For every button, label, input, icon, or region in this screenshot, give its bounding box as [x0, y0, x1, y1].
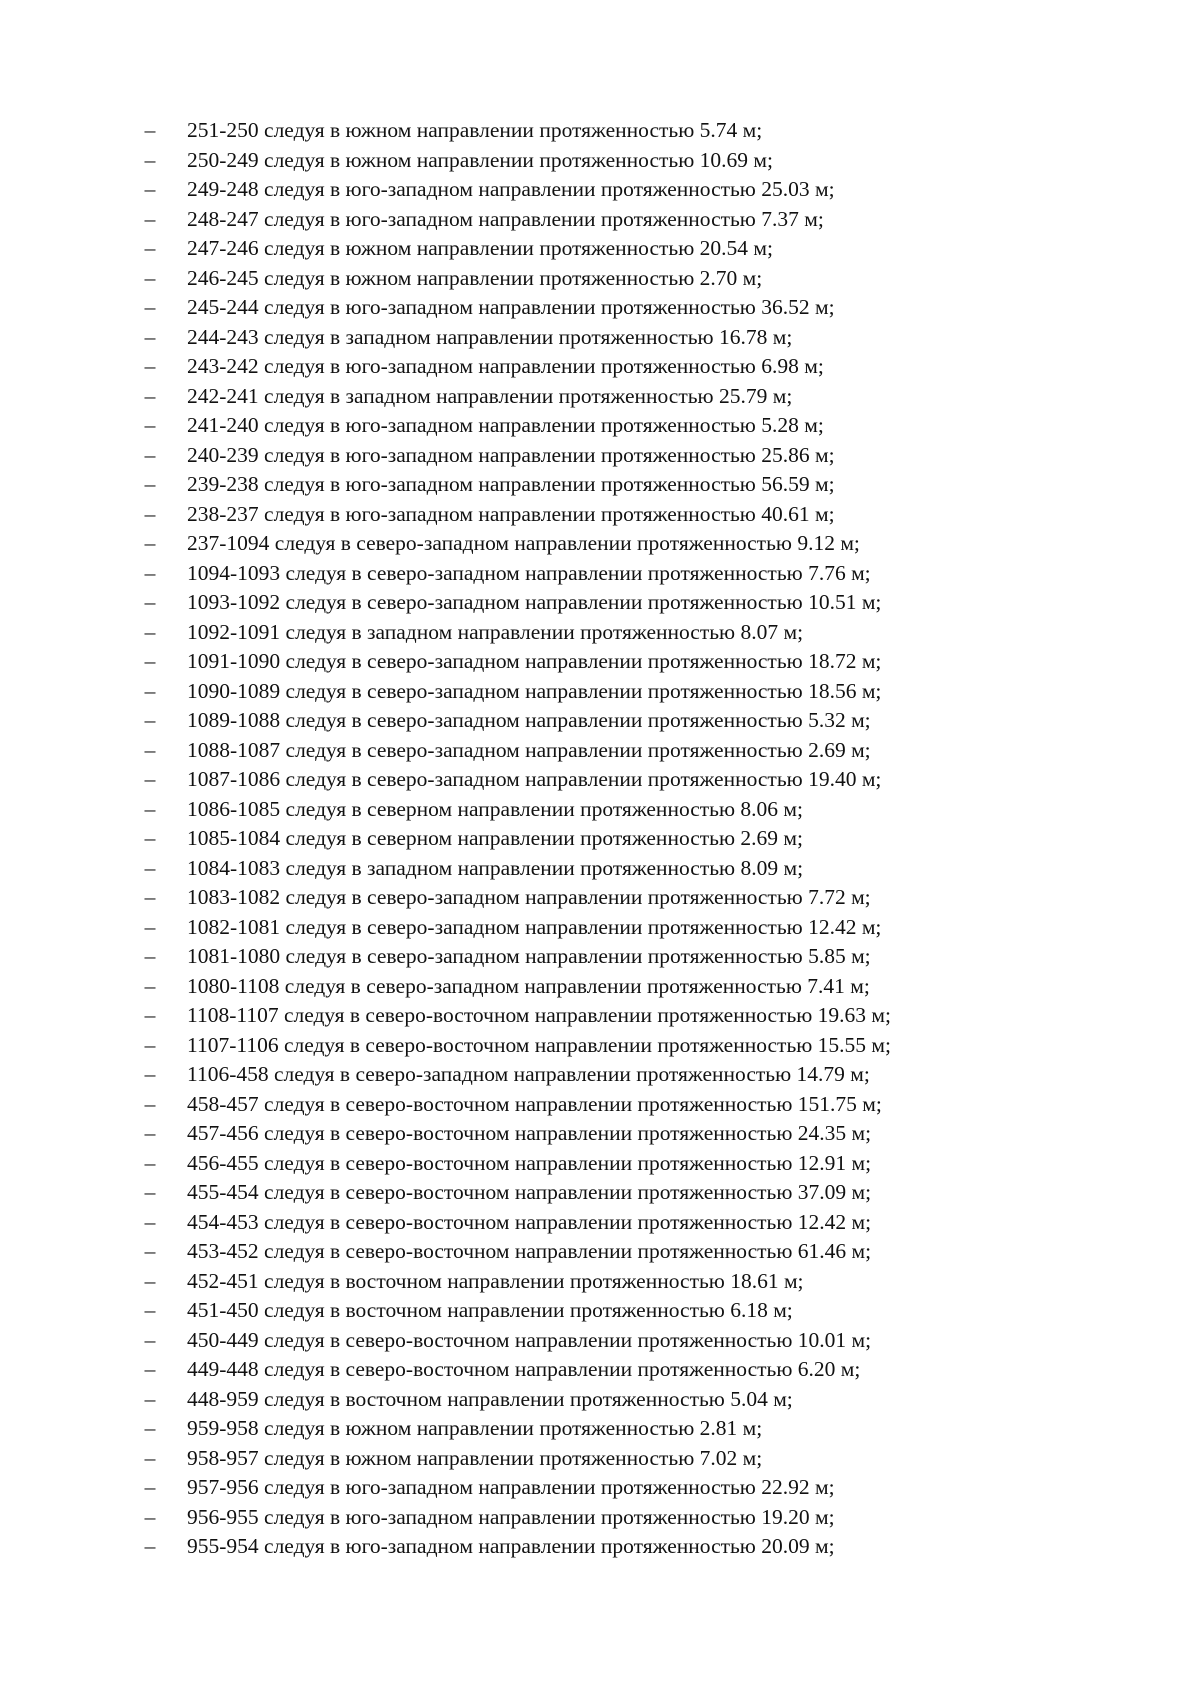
segment-text: 1093-1092 следуя в северо-западном направлении протяженностью 10.51 м; — [187, 590, 882, 614]
dash-bullet: – — [144, 1239, 156, 1263]
segment-text: 1092-1091 следуя в западном направлении протяженностью 8.07 м; — [187, 619, 804, 644]
list-item — [140, 411, 891, 441]
dash-bullet: – — [144, 1445, 156, 1470]
segment-text: 455-454 следуя в северо-восточном направлении протяженностью 37.09 м; — [187, 1180, 872, 1204]
list-item — [140, 1444, 891, 1474]
list-item — [140, 1414, 891, 1444]
dash-bullet: – — [144, 737, 156, 762]
list-item — [140, 913, 891, 943]
list-item — [140, 824, 891, 854]
segment-text: 1086-1085 следуя в северном направлении протяженностью 8.06 м; — [187, 796, 803, 821]
list-item — [140, 1237, 891, 1267]
list-item — [140, 1060, 891, 1090]
list-item — [140, 588, 891, 618]
list-item — [140, 470, 891, 500]
dash-bullet: – — [144, 619, 156, 644]
list-item — [140, 1385, 891, 1415]
dash-bullet: – — [144, 1327, 156, 1352]
segment-text: 957-956 следуя в юго-западном направлении протяженностью 22.92 м; — [187, 1475, 835, 1499]
segment-text: 248-247 следуя в юго-западном направлении протяженностью 7.37 м; — [187, 206, 824, 231]
list-item — [140, 618, 891, 648]
list-item — [140, 323, 891, 353]
dash-bullet: – — [144, 1180, 156, 1204]
dash-bullet: – — [144, 1209, 156, 1234]
dash-bullet: – — [144, 236, 156, 260]
dash-bullet: – — [144, 649, 156, 673]
dash-bullet: – — [144, 324, 156, 349]
dash-bullet: – — [144, 177, 156, 201]
segment-text: 454-453 следуя в северо-восточном направлении протяженностью 12.42 м; — [187, 1209, 872, 1234]
segment-text: 245-244 следуя в юго-западном направлении протяженностью 36.52 м; — [187, 295, 835, 319]
dash-bullet: – — [144, 206, 156, 231]
segment-text: 1085-1084 следуя в северном направлении протяженностью 2.69 м; — [187, 826, 803, 850]
list-item — [140, 1296, 891, 1326]
dash-bullet: – — [144, 442, 156, 467]
dash-bullet: – — [144, 944, 156, 968]
list-item — [140, 706, 891, 736]
dash-bullet: – — [144, 265, 156, 290]
segment-text: 242-241 следуя в западном направлении протяженностью 25.79 м; — [187, 383, 793, 408]
segment-text: 238-237 следуя в юго-западном направлении протяженностью 40.61 м; — [187, 501, 835, 526]
dash-bullet: – — [144, 678, 156, 703]
segment-text: 241-240 следуя в юго-западном направлении протяженностью 5.28 м; — [187, 413, 824, 437]
segment-text: 448-959 следуя в восточном направлении протяженностью 5.04 м; — [187, 1386, 793, 1411]
list-item — [140, 972, 891, 1002]
list-item — [140, 234, 891, 264]
dash-bullet: – — [144, 295, 156, 319]
dash-bullet: – — [144, 708, 156, 732]
dash-bullet: – — [144, 855, 156, 880]
list-item — [140, 765, 891, 795]
segment-text: 1084-1083 следуя в западном направлении протяженностью 8.09 м; — [187, 855, 804, 880]
segment-text: 246-245 следуя в южном направлении протяженностью 2.70 м; — [187, 265, 763, 290]
dash-bullet: – — [144, 767, 156, 791]
dash-bullet: – — [144, 1475, 156, 1499]
segment-text: 239-238 следуя в юго-западном направлении протяженностью 56.59 м; — [187, 472, 835, 496]
dash-bullet: – — [144, 1268, 156, 1293]
list-item — [140, 1208, 891, 1238]
segment-text: 1083-1082 следуя в северо-западном направлении протяженностью 7.72 м; — [187, 885, 871, 909]
dash-bullet: – — [144, 472, 156, 496]
dash-bullet: – — [144, 796, 156, 821]
dash-bullet: – — [144, 1357, 156, 1381]
dash-bullet: – — [144, 118, 156, 142]
list-item — [140, 1031, 891, 1061]
dash-bullet: – — [144, 531, 156, 555]
segment-text: 1087-1086 следуя в северо-западном направлении протяженностью 19.40 м; — [187, 767, 882, 791]
dash-bullet: – — [144, 413, 156, 437]
list-item — [140, 883, 891, 913]
segment-text: 452-451 следуя в восточном направлении протяженностью 18.61 м; — [187, 1268, 804, 1293]
segment-text: 244-243 следуя в западном направлении протяженностью 16.78 м; — [187, 324, 793, 349]
segment-text: 1089-1088 следуя в северо-западном направлении протяженностью 5.32 м; — [187, 708, 871, 732]
list-item — [140, 1473, 891, 1503]
list-item — [140, 677, 891, 707]
dash-bullet: – — [144, 383, 156, 408]
list-item — [140, 529, 891, 559]
segment-text: 240-239 следуя в юго-западном направлении протяженностью 25.86 м; — [187, 442, 835, 467]
list-item — [140, 736, 891, 766]
list-item — [140, 1267, 891, 1297]
dash-bullet: – — [144, 1416, 156, 1440]
dash-bullet: – — [144, 1003, 156, 1027]
list-item — [140, 116, 891, 146]
dash-bullet: – — [144, 1121, 156, 1145]
list-item — [140, 1355, 891, 1385]
dash-bullet: – — [144, 560, 156, 585]
list-item — [140, 1090, 891, 1120]
dash-bullet: – — [144, 914, 156, 939]
list-item — [140, 795, 891, 825]
segment-text: 1094-1093 следуя в северо-западном направлении протяженностью 7.76 м; — [187, 560, 871, 585]
list-item — [140, 1001, 891, 1031]
dash-bullet: – — [144, 1062, 156, 1086]
segment-text: 251-250 следуя в южном направлении протяженностью 5.74 м; — [187, 118, 763, 142]
dash-bullet: – — [144, 1386, 156, 1411]
dash-bullet: – — [144, 885, 156, 909]
list-item — [140, 175, 891, 205]
dash-bullet: – — [144, 1150, 156, 1175]
dash-bullet: – — [144, 1032, 156, 1057]
list-item — [140, 1149, 891, 1179]
list-item — [140, 352, 891, 382]
segment-text: 955-954 следуя в юго-западном направлении протяженностью 20.09 м; — [187, 1534, 835, 1558]
segment-text: 1106-458 следуя в северо-западном направлении протяженностью 14.79 м; — [187, 1062, 870, 1086]
list-item — [140, 1326, 891, 1356]
dash-bullet: – — [144, 501, 156, 526]
dash-bullet: – — [144, 1534, 156, 1558]
segment-text: 1091-1090 следуя в северо-западном направлении протяженностью 18.72 м; — [187, 649, 882, 673]
dash-bullet: – — [144, 590, 156, 614]
dash-bullet: – — [144, 147, 156, 172]
dash-bullet: – — [144, 1504, 156, 1529]
dash-bullet: – — [144, 1298, 156, 1322]
list-item — [140, 647, 891, 677]
segment-text: 247-246 следуя в южном направлении протяженностью 20.54 м; — [187, 236, 773, 260]
dash-bullet: – — [144, 826, 156, 850]
segment-text: 453-452 следуя в северо-восточном направлении протяженностью 61.46 м; — [187, 1239, 872, 1263]
segment-text: 958-957 следуя в южном направлении протяженностью 7.02 м; — [187, 1445, 763, 1470]
list-item — [140, 500, 891, 530]
list-item — [140, 293, 891, 323]
segment-text: 1080-1108 следуя в северо-западном направлении протяженностью 7.41 м; — [187, 973, 870, 998]
segment-text: 1082-1081 следуя в северо-западном направлении протяженностью 12.42 м; — [187, 914, 882, 939]
segment-text: 959-958 следуя в южном направлении протяженностью 2.81 м; — [187, 1416, 763, 1440]
segment-text: 1081-1080 следуя в северо-западном направлении протяженностью 5.85 м; — [187, 944, 871, 968]
list-item — [140, 146, 891, 176]
segment-text: 1108-1107 следуя в северо-восточном направлении протяженностью 19.63 м; — [187, 1003, 892, 1027]
segment-text: 456-455 следуя в северо-восточном направлении протяженностью 12.91 м; — [187, 1150, 872, 1175]
dash-bullet: – — [144, 973, 156, 998]
segment-text: 451-450 следуя в восточном направлении протяженностью 6.18 м; — [187, 1298, 793, 1322]
list-item — [140, 1119, 891, 1149]
boundary-segment-list — [140, 116, 891, 1562]
list-item — [140, 205, 891, 235]
list-item — [140, 942, 891, 972]
segment-text: 1088-1087 следуя в северо-западном направлении протяженностью 2.69 м; — [187, 737, 871, 762]
dash-bullet: – — [144, 354, 156, 378]
segment-text: 956-955 следуя в юго-западном направлении протяженностью 19.20 м; — [187, 1504, 835, 1529]
segment-text: 249-248 следуя в юго-западном направлении протяженностью 25.03 м; — [187, 177, 835, 201]
segment-text: 450-449 следуя в северо-восточном направлении протяженностью 10.01 м; — [187, 1327, 872, 1352]
segment-text: 458-457 следуя в северо-восточном направлении протяженностью 151.75 м; — [187, 1091, 882, 1116]
segment-text: 237-1094 следуя в северо-западном направлении протяженностью 9.12 м; — [187, 531, 860, 555]
segment-text: 243-242 следуя в юго-западном направлении протяженностью 6.98 м; — [187, 354, 824, 378]
list-item — [140, 1503, 891, 1533]
segment-text: 449-448 следуя в северо-восточном направлении протяженностью 6.20 м; — [187, 1357, 861, 1381]
list-item — [140, 1178, 891, 1208]
segment-text: 1090-1089 следуя в северо-западном направлении протяженностью 18.56 м; — [187, 678, 882, 703]
list-item — [140, 1532, 891, 1562]
list-item — [140, 559, 891, 589]
segment-text: 1107-1106 следуя в северо-восточном направлении протяженностью 15.55 м; — [187, 1032, 892, 1057]
list-item — [140, 441, 891, 471]
list-item — [140, 854, 891, 884]
list-item — [140, 264, 891, 294]
list-item — [140, 382, 891, 412]
segment-text: 457-456 следуя в северо-восточном направлении протяженностью 24.35 м; — [187, 1121, 872, 1145]
segment-text: 250-249 следуя в южном направлении протяженностью 10.69 м; — [187, 147, 773, 172]
dash-bullet: – — [144, 1091, 156, 1116]
